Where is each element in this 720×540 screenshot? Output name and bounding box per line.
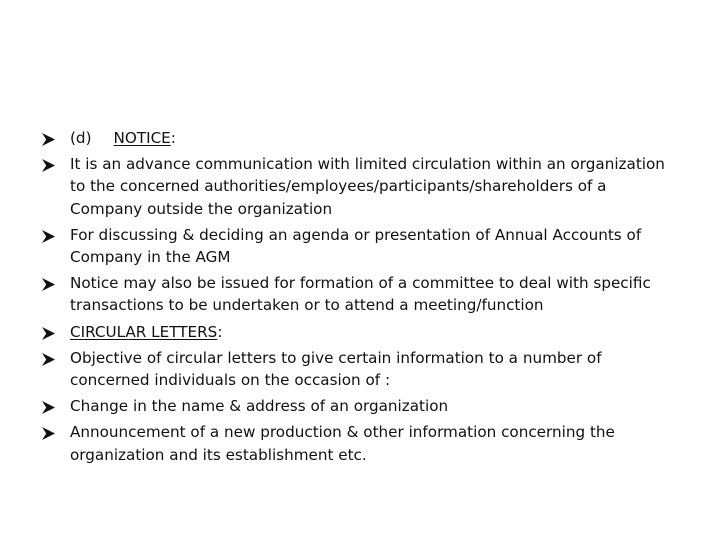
bullet-notice-committee bbox=[40, 272, 680, 316]
circular-heading: CIRCULAR LETTERS bbox=[70, 322, 218, 341]
bullet-notice-heading bbox=[40, 127, 680, 149]
bullet-text: Objective of circular letters to give certain information to a number of concerned individuals on the occasion of : bbox=[70, 348, 602, 390]
bullet-list bbox=[40, 127, 680, 470]
bullet-notice-agenda bbox=[40, 224, 680, 268]
circular-colon: : bbox=[217, 322, 223, 341]
bullet-text: For discussing & deciding an agenda or presentation of Annual Accounts of Company in the AGM bbox=[70, 225, 642, 267]
bullet-circular-heading bbox=[40, 321, 680, 343]
notice-heading: NOTICE bbox=[113, 129, 171, 147]
bullet-text: Notice may also be issued for formation of a committee to deal with specific transactions to be undertaken or to attend a meeting/function bbox=[70, 274, 651, 315]
bullet-text: It is an advance communication with limited circulation within an organization to the concerned authorities/employees/participants/shareholders of a Company outside the organization bbox=[70, 155, 665, 218]
bullet-text: Change in the name & address of an organization bbox=[70, 397, 449, 416]
bullet-circular-objective bbox=[40, 347, 680, 391]
bullet-text: Announcement of a new production & other information concerning the organization and its establishment etc. bbox=[70, 423, 615, 464]
bullet-notice-definition bbox=[40, 153, 680, 220]
bullet-circular-announcement bbox=[40, 421, 680, 465]
notice-prefix: (d) bbox=[70, 129, 92, 147]
bullet-circular-change bbox=[40, 395, 680, 417]
notice-colon: : bbox=[170, 129, 176, 147]
